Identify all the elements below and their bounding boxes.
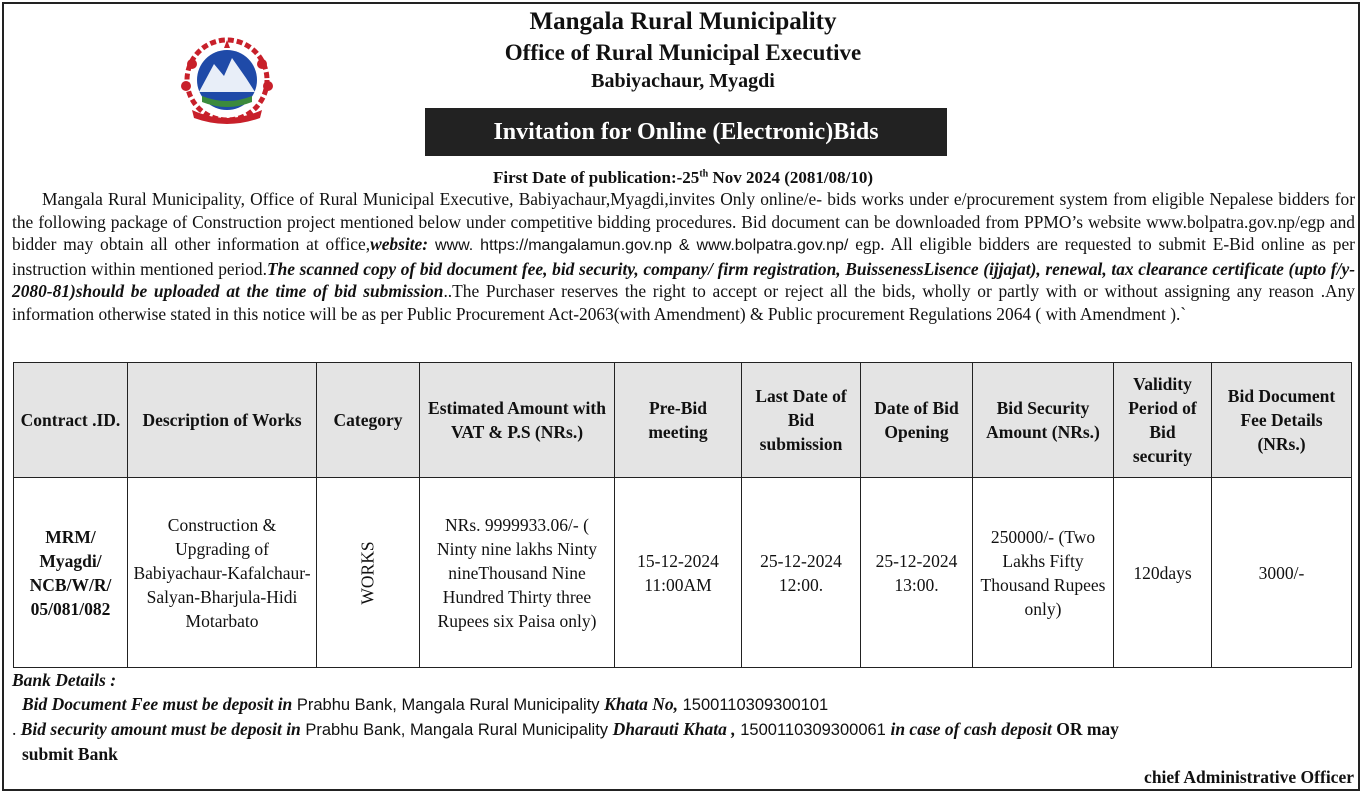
cell-document-fee: 3000/- <box>1212 478 1352 668</box>
col-opening-date: Date of Bid Opening <box>861 363 973 478</box>
office-name: Office of Rural Municipal Executive <box>504 40 862 65</box>
bank-line-security: . Bid security amount must be deposit in Prabhu Bank, Mangala Rural Municipality Dharauti Khata , 1500110309300061 in case of cash deposit OR may <box>12 719 1119 739</box>
cell-pre-bid: 15-12-2024 11:00AM <box>615 478 742 668</box>
bank-line-fee: Bid Document Fee must be deposit in Prabhu Bank, Mangala Rural Municipality Khata No, 1500110309300101 <box>22 694 829 714</box>
signatory-title: chief Administrative Officer <box>1144 767 1354 787</box>
table-header-row <box>14 363 1352 478</box>
cell-contract-id: MRM/ Myagdi/ NCB/W/R/ 05/081/082 <box>14 478 128 668</box>
publication-date: First Date of publication:-25th Nov 2024 (2081/08/10) <box>492 168 874 187</box>
col-estimated-amount: Estimated Amount with VAT & P.S (NRs.) <box>420 363 615 478</box>
cell-estimated-amount: NRs. 9999933.06/- ( Ninty nine lakhs Ninty nineThousand Nine Hundred Thirty three Rupees six Paisa only) <box>420 478 615 668</box>
bank-line-submit: submit Bank <box>22 744 118 764</box>
col-description: Description of Works <box>128 363 317 478</box>
office-location: Babiyachaur, Myagdi <box>591 70 775 92</box>
col-validity: Validity Period of Bid security <box>1114 363 1212 478</box>
bid-table <box>13 362 1352 668</box>
website-links[interactable]: www. https://mangalamun.gov.np & www.bolpatra.gov.np/ <box>428 237 849 255</box>
cell-security-amount: 250000/- (Two Lakhs Fifty Thousand Rupees only) <box>973 478 1114 668</box>
cell-description: Construction & Upgrading of Babiyachaur-Kafalchaur- Salyan-Bharjula-Hidi Motarbato <box>128 478 317 668</box>
table-row <box>14 478 1352 668</box>
bank-details-title: Bank Details : <box>12 670 117 690</box>
upload-requirement: The scanned copy of bid document fee, bid security, company/ firm registration, BuissenessLisence (ijjajat), renewal, tax clearance certificate (upto f/y- 2080-81)should be uploaded at the time of bid submission <box>12 258 1355 302</box>
notice-title: Invitation for Online (Electronic)Bids <box>425 108 947 156</box>
col-category: Category <box>317 363 420 478</box>
cell-validity: 120days <box>1114 478 1212 668</box>
col-last-date: Last Date of Bid submission <box>742 363 861 478</box>
col-contract-id: Contract .ID. <box>14 363 128 478</box>
col-pre-bid: Pre-Bid meeting <box>615 363 742 478</box>
municipality-name: Mangala Rural Municipality <box>529 8 837 35</box>
bank-details <box>12 668 1352 766</box>
notice-body: Mangala Rural Municipality, Office of Rural Municipal Executive, Babiyachaur,Myagdi,invites Only online/e- bids works under e/procurement system from eligible Nepalese bidders for the following package of Construction project mentioned below under competitive bidding procedures. Bid document can be downloaded from PPMO’s website www.bolpatra.gov.np/egp and bidder may obtain all other information at office,website: www. https://mangalamun.gov.np & www.bolpatra.gov.np/ egp. All eligible bidders are requested to submit E-Bid online as per instruction within mentioned period.The scanned copy of bid document fee, bid security, company/ firm registration, BuissenessLisence (ijjajat), renewal, tax clearance certificate (upto f/y- 2080-81)should be uploaded at the time of bid submission..The Purchaser reserves the right to accept or reject all the bids, wholly or partly with or without assigning any reason .Any information otherwise stated in this notice will be as per Public Procurement Act-2063(with Amendment) & Public procurement Regulations 2064 ( with Amendment ).` <box>12 189 1355 324</box>
col-document-fee: Bid Document Fee Details (NRs.) <box>1212 363 1352 478</box>
cell-opening-date: 25-12-2024 13:00. <box>861 478 973 668</box>
col-security-amount: Bid Security Amount (NRs.) <box>973 363 1114 478</box>
cell-category <box>317 478 420 668</box>
category-label: WORKS <box>357 540 378 605</box>
website-label: website: <box>370 234 429 255</box>
cell-last-date: 25-12-2024 12:00. <box>742 478 861 668</box>
notice-header <box>0 6 1366 95</box>
